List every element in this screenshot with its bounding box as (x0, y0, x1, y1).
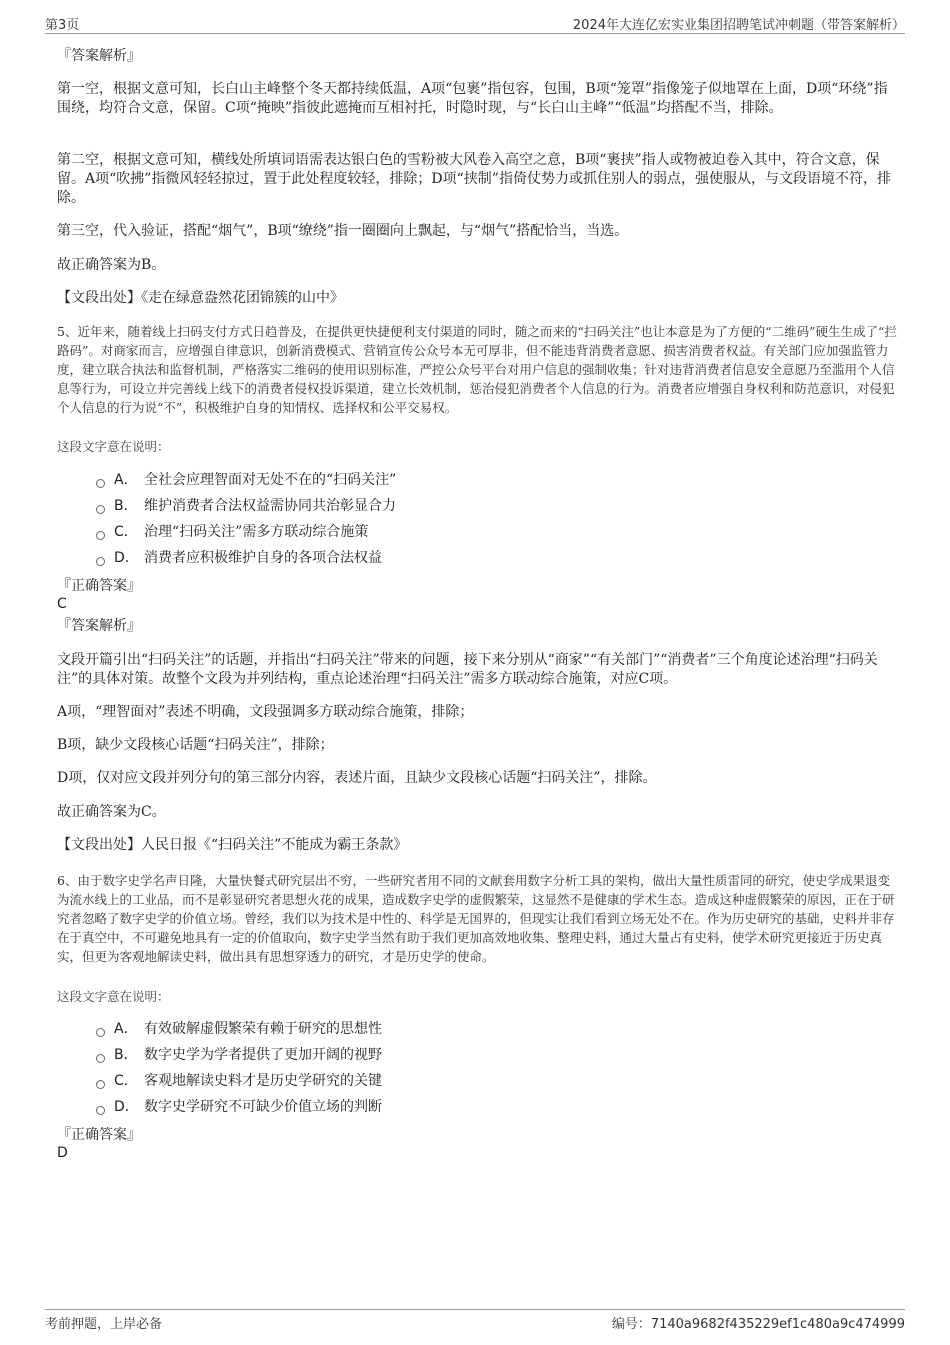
q4-conclusion: 故正确答案为B。 (57, 257, 166, 273)
option-text: 客观地解读史料才是历史学研究的关键 (144, 1073, 382, 1089)
option-text: 有效破解虚假繁荣有赖于研究的思想性 (144, 1021, 382, 1037)
document-code: 编号：7140a9682f435229ef1c480a9c474999 (611, 1317, 905, 1332)
radio-icon[interactable] (96, 1080, 105, 1089)
option-letter: A． (114, 1021, 138, 1037)
q5-option-b[interactable] (96, 496, 396, 516)
q4-analysis-para-1: 第一空，根据文意可知，长白山主峰整个冬天都持续低温，A项“包裹”指包容，包围，B项“笼罩”指像笼子似地罩在上面，D项“环绕”指围绕，均符合文意，保留。C项“掩映”指彼此遮掩而互相衬托，时隐时现，与“长白山主峰”“低温”均搭配不当，排除。 (57, 81, 888, 116)
option-letter: A． (114, 472, 138, 488)
q4-source: 【文段出处】《走在绿意盎然花团锦簇的山中》 (57, 290, 344, 306)
q5-option-c[interactable] (96, 522, 368, 542)
q5-analysis-para-1: 文段开篇引出“扫码关注”的话题，并指出“扫码关注”带来的问题，接下来分别从“商家”“有关部门”“消费者”三个角度论述治理“扫码关注”的具体对策。故整个文段为并列结构，重点论述治理“扫码关注”需多方联动综合施策，对应C项。 (57, 652, 878, 687)
option-text: 治理“扫码关注”需多方联动综合施策 (144, 524, 369, 540)
q6-question: 这段文字意在说明： (57, 989, 170, 1004)
q6-option-a[interactable] (96, 1019, 382, 1039)
q5-stem: 5、近年来，随着线上扫码支付方式日趋普及，在提供更快捷便利支付渠道的同时，随之而来的“扫码关注”也让本意是为了方便的“二维码”硬生生成了“拦路码”。对商家而言，应增强自律意识，创新消费模式、营销宣传公众号本无可厚非，但不能违背消费者意愿、损害消费者权益。有关部门应加强监管力度，建立联合执法和监督机制，严格落实二维码的使用识别标准，严控公众号平台对用户信息的强制收集；针对违背消费者信息安全意愿乃至滥用个人信息等行为，可设立并完善线上线下的消费者侵权投诉渠道，建立长效机制，惩治侵犯消费者个人信息的行为。消费者应增强自身权利和防范意识，对侵犯个人信息的行为说“不”，积极维护自身的知情权、选择权和公平交易权。 (57, 324, 897, 415)
radio-icon[interactable] (96, 531, 105, 540)
q5-analysis-label: 『答案解析』 (57, 618, 141, 634)
footer-slogan: 考前押题，上岸必备 (45, 1317, 163, 1332)
q6-option-d[interactable] (96, 1097, 382, 1117)
q5-analysis-para-4: D项，仅对应文段并列分句的第三部分内容，表述片面，且缺少文段核心话题“扫码关注”，排除。 (57, 770, 657, 786)
radio-icon[interactable] (96, 1028, 105, 1037)
radio-icon[interactable] (96, 1106, 105, 1115)
footer-divider (45, 1309, 905, 1310)
q6-option-b[interactable] (96, 1045, 382, 1065)
q5-analysis-para-3: B项，缺少文段核心话题“扫码关注”，排除； (57, 737, 334, 753)
page-number: 第3页 (45, 18, 80, 33)
q6-option-c[interactable] (96, 1071, 382, 1091)
q4-analysis-label: 『答案解析』 (57, 48, 141, 64)
option-letter: D． (114, 1099, 139, 1115)
q5-analysis-para-2: A项，“理智面对”表述不明确，文段强调多方联动综合施策，排除； (57, 704, 474, 720)
q5-answer: C (57, 596, 67, 612)
option-text: 维护消费者合法权益需协同共治彰显合力 (144, 498, 396, 514)
q5-source: 【文段出处】人民日报《“扫码关注”不能成为霸王条款》 (57, 837, 408, 853)
q4-analysis-para-3: 第三空，代入验证，搭配“烟气”，B项“缭绕”指一圈圈向上飘起，与“烟气”搭配恰当，当选。 (57, 223, 629, 239)
option-letter: C． (114, 524, 138, 540)
option-letter: B． (114, 1047, 138, 1063)
option-text: 消费者应积极维护自身的各项合法权益 (144, 550, 382, 566)
q5-question: 这段文字意在说明： (57, 439, 170, 454)
q6-answer: D (57, 1145, 68, 1161)
q4-analysis-para-2: 第二空，根据文意可知，横线处所填词语需表达银白色的雪粉被大风卷入高空之意，B项“裹挟”指人或物被迫卷入其中，符合文意，保留。A项“吹拂”指微风轻轻掠过，置于此处程度较轻，排除；D项“挟制”指倚仗势力或抓住别人的弱点，强使服从，与文段语境不符，排除。 (57, 152, 891, 206)
option-text: 全社会应理智面对无处不在的“扫码关注” (144, 472, 397, 488)
q5-answer-label: 『正确答案』 (57, 578, 141, 594)
radio-icon[interactable] (96, 505, 105, 514)
q6-stem: 6、由于数字史学名声日隆，大量快餐式研究层出不穷，一些研究者用不同的文献套用数字分析工具的架构，做出大量性质雷同的研究，使史学成果退变为流水线上的工业品，而不是彰显研究者思想火花的成果，造成数字史学的虚假繁荣，这显然不是健康的学术生态。造成这种虚假繁荣的原因，正在于研究者忽略了数字史学的价值立场。曾经，我们以为技术是中性的、科学是无国界的，但现实让我们看到立场无处不在。作为历史研究的基础，史料并非存在于真空中，不可避免地具有一定的价值取向，数字史学当然有助于我们更加高效地收集、整理史料，通过大量占有史料，使学术研究更接近于历史真实，但更为客观地解读史料，做出具有思想穿透力的研究，才是历史学的使命。 (57, 873, 895, 964)
radio-icon[interactable] (96, 1054, 105, 1063)
option-letter: D． (114, 550, 139, 566)
document-title: 2024年大连亿宏实业集团招聘笔试冲刺题（带答案解析） (572, 18, 905, 33)
option-letter: B． (114, 498, 138, 514)
q5-conclusion: 故正确答案为C。 (57, 804, 166, 820)
option-text: 数字史学为学者提供了更加开阔的视野 (144, 1047, 382, 1063)
option-letter: C． (114, 1073, 138, 1089)
radio-icon[interactable] (96, 479, 105, 488)
header-divider (45, 33, 905, 34)
q5-option-d[interactable] (96, 548, 382, 568)
q6-answer-label: 『正确答案』 (57, 1127, 141, 1143)
radio-icon[interactable] (96, 557, 105, 566)
q5-option-a[interactable] (96, 470, 396, 490)
option-text: 数字史学研究不可缺少价值立场的判断 (144, 1099, 382, 1115)
